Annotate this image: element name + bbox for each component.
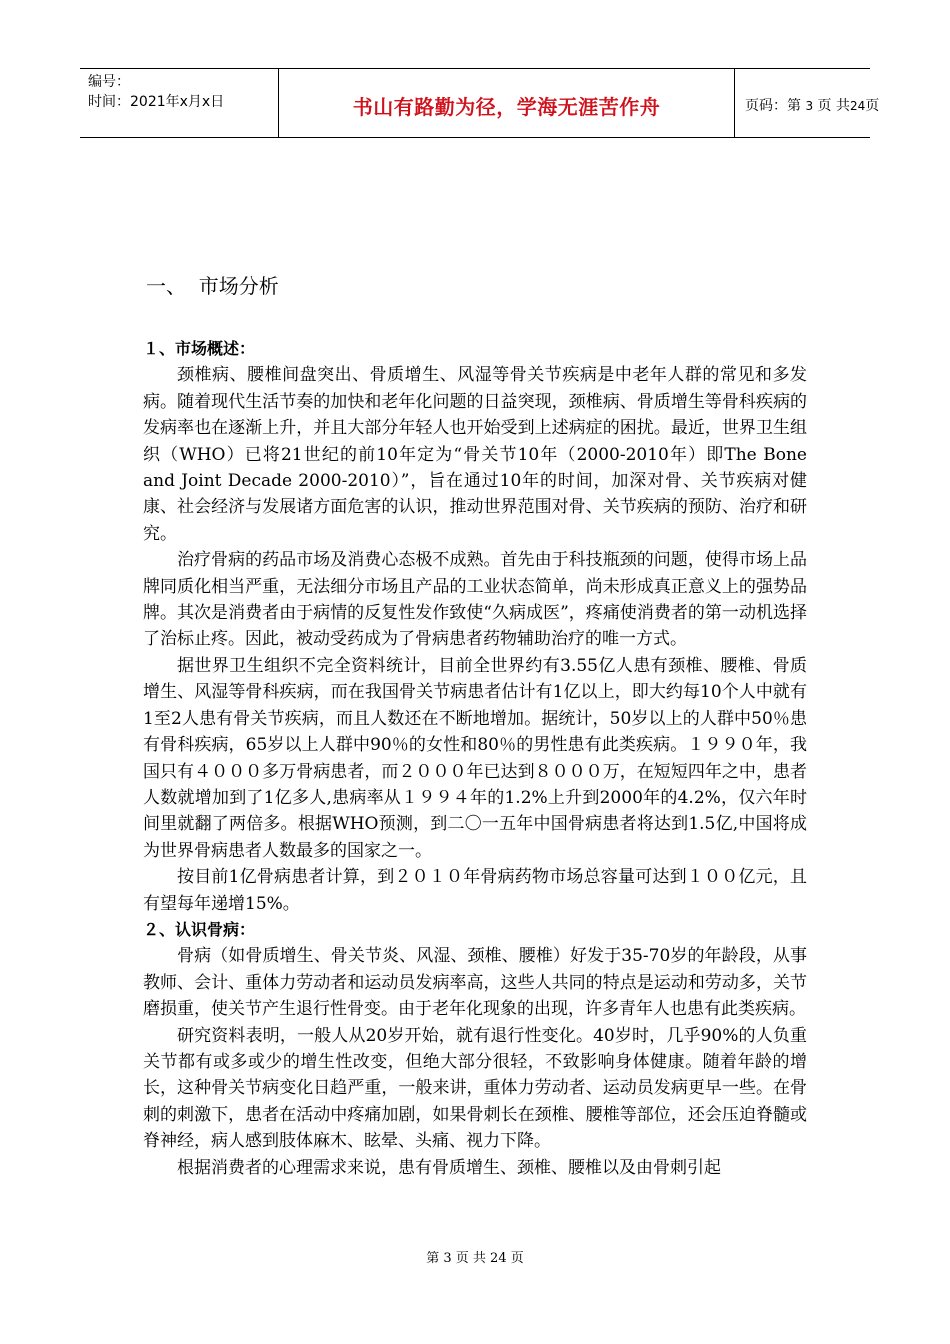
time-label: 时间：2021年x月x日 [88,94,225,110]
subsection-title-market-overview: １、市场概述： [143,339,256,358]
page-header [80,68,880,138]
section-title: 一、 市场分析 [146,274,279,298]
paragraph: 根据消费者的心理需求来说，患有骨质增生、颈椎、腰椎以及由骨刺引起 [177,1157,721,1178]
paragraph: 骨病（如骨质增生、骨关节炎、风湿、颈椎、腰椎）好发于35-70岁的年龄段，从事教师、会计、重体力劳动者和运动员发病率高，这些人共同的特点是运动和劳动多，关节磨损重，使关节产生退行性骨变。由于老年化现象的出现，许多青年人也患有此类疾病。 [143,946,807,1020]
page-footer: 第 3 页 共 24 页 [426,1251,524,1266]
paragraph: 按目前1亿骨病患者计算，到２０１０年骨病药物市场总容量可达到１００亿元，且有望每年递增15%。 [143,867,807,914]
header-motto-cell [279,69,735,137]
header-page-cell [735,69,880,137]
paragraph: 颈椎病、腰椎间盘突出、骨质增生、风湿等骨关节疾病是中老年人群的常见和多发病。随着现代生活节奏的加快和老年化问题的日益突现，颈椎病、骨质增生等骨科疾病的发病率也在逐渐上升，并且大部分年轻人也开始受到上述病症的困扰。最近，世界卫生组织（WHO）已将21世纪的前10年定为“骨关节10年（2000-2010年）即The Bone and Joint Decade 2000-2010）”，旨在通过10年的时间，加深对骨、关节疾病对健康、社会经济与发展诸方面危害的认识，推动世界范围对骨、关节疾病的预防、治疗和研究。 [143,365,807,544]
paragraph: 据世界卫生组织不完全资料统计，目前全世界约有3.55亿人患有颈椎、腰椎、骨质增生、风湿等骨科疾病，而在我国骨关节病患者估计有1亿以上，即大约每10个人中就有1至2人患有骨关节疾病，而且人数还在不断地增加。据统计，50岁以上的人群中50％患有骨科疾病，65岁以上人群中90％的女性和80％的男性患有此类疾病。１９９０年，我国只有４０００多万骨病患者，而２０００年已达到８０００万，在短短四年之中，患者人数就增加到了1亿多人,患病率从１９９４年的1.2%上升到2000年的4.2%，仅六年时间里就翻了两倍多。根据WHO预测，到二〇一五年中国骨病患者将达到1.5亿,中国将成为世界骨病患者人数最多的国家之一。 [143,655,807,861]
paragraph: 研究资料表明，一般人从20岁开始，就有退行性变化。40岁时，几乎90%的人负重关节都有或多或少的增生性改变，但绝大部分很轻，不致影响身体健康。随着年龄的增长，这种骨关节病变化日趋严重，一般来讲，重体力劳动者、运动员发病更早一些。在骨刺的刺激下，患者在活动中疼痛加剧，如果骨刺长在颈椎、腰椎等部位，还会压迫脊髓或脊神经，病人感到肢体麻木、眩晕、头痛、视力下降。 [143,1025,807,1152]
page-indicator: 页码：第 3 页 共24页 [745,98,880,114]
paragraph: 治疗骨病的药品市场及消费心态极不成熟。首先由于科技瓶颈的问题，使得市场上品牌同质化相当严重，无法细分市场且产品的工业状态简单，尚未形成真正意义上的强势品牌。其次是消费者由于病情的反复性发作致使“久病成医”，疼痛使消费者的第一动机选择了治标止疼。因此，被动受药成为了骨病患者药物辅助治疗的唯一方式。 [143,550,807,650]
document-body [143,336,807,1181]
number-label: 编号： [88,74,130,90]
header-info-cell [80,69,279,137]
motto: 书山有路勤为径，学海无涯苦作舟 [352,95,661,119]
subsection-title-bone-disease: ２、认识骨病： [143,919,256,939]
